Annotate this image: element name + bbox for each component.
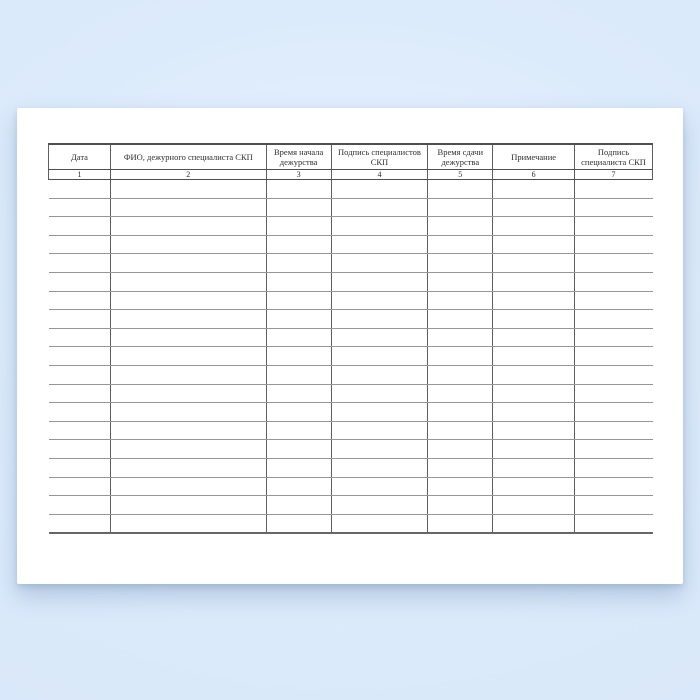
table-cell bbox=[493, 440, 575, 459]
table-row bbox=[49, 254, 653, 273]
table-cell bbox=[331, 384, 428, 403]
table-cell bbox=[49, 328, 111, 347]
table-cell bbox=[49, 365, 111, 384]
table-row bbox=[49, 496, 653, 515]
table-cell bbox=[331, 440, 428, 459]
table-cell bbox=[493, 217, 575, 236]
table-cell bbox=[110, 272, 266, 291]
table-cell bbox=[575, 254, 653, 273]
table-cell bbox=[266, 180, 331, 199]
table-cell bbox=[110, 235, 266, 254]
table-cell bbox=[493, 272, 575, 291]
table-cell bbox=[493, 421, 575, 440]
table-cell bbox=[331, 180, 428, 199]
table-cell bbox=[266, 403, 331, 422]
table-cell bbox=[266, 347, 331, 366]
table-cell bbox=[493, 514, 575, 533]
table-row bbox=[49, 198, 653, 217]
table-cell bbox=[49, 347, 111, 366]
table-cell bbox=[331, 198, 428, 217]
table-cell bbox=[266, 291, 331, 310]
table-cell bbox=[49, 496, 111, 515]
table-cell bbox=[428, 458, 493, 477]
column-number: 7 bbox=[575, 170, 653, 180]
table-cell bbox=[493, 328, 575, 347]
table-cell bbox=[331, 347, 428, 366]
table-cell bbox=[575, 496, 653, 515]
column-number: 4 bbox=[331, 170, 428, 180]
column-number: 3 bbox=[266, 170, 331, 180]
paper-sheet bbox=[17, 108, 683, 584]
table-cell bbox=[428, 365, 493, 384]
table-cell bbox=[428, 217, 493, 236]
column-number: 2 bbox=[110, 170, 266, 180]
table-cell bbox=[110, 365, 266, 384]
table-cell bbox=[428, 403, 493, 422]
table-cell bbox=[110, 514, 266, 533]
table-cell bbox=[266, 328, 331, 347]
table-row bbox=[49, 514, 653, 533]
table-cell bbox=[110, 384, 266, 403]
table-cell bbox=[575, 440, 653, 459]
table-cell bbox=[266, 198, 331, 217]
table-cell bbox=[266, 254, 331, 273]
table-cell bbox=[428, 440, 493, 459]
table-cell bbox=[110, 180, 266, 199]
table-cell bbox=[493, 347, 575, 366]
table-cell bbox=[575, 365, 653, 384]
column-number: 5 bbox=[428, 170, 493, 180]
header-label-row bbox=[49, 144, 653, 170]
table-cell bbox=[266, 477, 331, 496]
table-row bbox=[49, 328, 653, 347]
table-row bbox=[49, 403, 653, 422]
table-cell bbox=[575, 458, 653, 477]
table-cell bbox=[575, 291, 653, 310]
table-cell bbox=[266, 365, 331, 384]
table-row bbox=[49, 384, 653, 403]
table-cell bbox=[493, 235, 575, 254]
table-cell bbox=[428, 347, 493, 366]
table-cell bbox=[331, 365, 428, 384]
table-row bbox=[49, 310, 653, 329]
table-cell bbox=[575, 421, 653, 440]
table-row bbox=[49, 458, 653, 477]
table-cell bbox=[428, 328, 493, 347]
table-cell bbox=[110, 477, 266, 496]
column-header: Подпись специалистов СКП bbox=[331, 144, 428, 170]
table-row bbox=[49, 421, 653, 440]
table-cell bbox=[110, 328, 266, 347]
table-cell bbox=[110, 496, 266, 515]
table-cell bbox=[110, 421, 266, 440]
table-cell bbox=[49, 384, 111, 403]
table-cell bbox=[575, 198, 653, 217]
table-row bbox=[49, 477, 653, 496]
table-cell bbox=[493, 458, 575, 477]
table-cell bbox=[575, 180, 653, 199]
column-number: 1 bbox=[49, 170, 111, 180]
table-cell bbox=[331, 235, 428, 254]
table-row bbox=[49, 291, 653, 310]
table-cell bbox=[575, 310, 653, 329]
table-cell bbox=[266, 440, 331, 459]
table-cell bbox=[493, 384, 575, 403]
table-cell bbox=[49, 310, 111, 329]
table-cell bbox=[428, 384, 493, 403]
column-header: ФИО, дежурного специалиста СКП bbox=[110, 144, 266, 170]
table-row bbox=[49, 347, 653, 366]
table-row bbox=[49, 180, 653, 199]
table-cell bbox=[266, 217, 331, 236]
table-cell bbox=[428, 514, 493, 533]
table-cell bbox=[49, 403, 111, 422]
table-cell bbox=[493, 477, 575, 496]
table-cell bbox=[493, 291, 575, 310]
table-cell bbox=[49, 254, 111, 273]
table-cell bbox=[49, 514, 111, 533]
table-cell bbox=[575, 217, 653, 236]
table-cell bbox=[428, 496, 493, 515]
table-cell bbox=[575, 328, 653, 347]
table-cell bbox=[493, 198, 575, 217]
table-cell bbox=[575, 272, 653, 291]
table-cell bbox=[331, 254, 428, 273]
table-cell bbox=[266, 496, 331, 515]
table-cell bbox=[110, 217, 266, 236]
table-cell bbox=[49, 421, 111, 440]
table-cell bbox=[575, 514, 653, 533]
table-cell bbox=[110, 458, 266, 477]
column-header: Дата bbox=[49, 144, 111, 170]
table-cell bbox=[428, 254, 493, 273]
table-cell bbox=[49, 440, 111, 459]
table-cell bbox=[493, 496, 575, 515]
table-header bbox=[49, 144, 653, 180]
table-cell bbox=[331, 403, 428, 422]
table-cell bbox=[331, 310, 428, 329]
table-cell bbox=[110, 310, 266, 329]
table-cell bbox=[331, 272, 428, 291]
column-header: Примечание bbox=[493, 144, 575, 170]
duty-log-table bbox=[48, 143, 653, 534]
table-cell bbox=[575, 384, 653, 403]
column-header: Подпись специалиста СКП bbox=[575, 144, 653, 170]
table-cell bbox=[331, 328, 428, 347]
table-cell bbox=[493, 310, 575, 329]
table-cell bbox=[49, 180, 111, 199]
column-header: Время сдачи дежурства bbox=[428, 144, 493, 170]
table-cell bbox=[266, 310, 331, 329]
table-cell bbox=[493, 403, 575, 422]
table-cell bbox=[49, 291, 111, 310]
table-cell bbox=[428, 477, 493, 496]
table-cell bbox=[428, 235, 493, 254]
table-cell bbox=[110, 291, 266, 310]
table-cell bbox=[575, 477, 653, 496]
table-cell bbox=[331, 217, 428, 236]
table-cell bbox=[493, 365, 575, 384]
table-cell bbox=[110, 198, 266, 217]
table-cell bbox=[493, 180, 575, 199]
table-cell bbox=[49, 235, 111, 254]
table-cell bbox=[266, 421, 331, 440]
table-cell bbox=[331, 291, 428, 310]
table-cell bbox=[428, 272, 493, 291]
table-cell bbox=[266, 458, 331, 477]
table-cell bbox=[428, 310, 493, 329]
table-cell bbox=[428, 180, 493, 199]
table-row bbox=[49, 440, 653, 459]
table-cell bbox=[49, 458, 111, 477]
table-cell bbox=[110, 254, 266, 273]
table-cell bbox=[428, 421, 493, 440]
table-cell bbox=[266, 272, 331, 291]
header-number-row bbox=[49, 170, 653, 180]
table-cell bbox=[575, 347, 653, 366]
table-cell bbox=[49, 272, 111, 291]
table-cell bbox=[49, 477, 111, 496]
table-row bbox=[49, 272, 653, 291]
table-body bbox=[49, 180, 653, 534]
table-row bbox=[49, 235, 653, 254]
table-cell bbox=[575, 403, 653, 422]
table-cell bbox=[493, 254, 575, 273]
table-cell bbox=[110, 403, 266, 422]
table-cell bbox=[49, 198, 111, 217]
table-cell bbox=[266, 384, 331, 403]
table-cell bbox=[575, 235, 653, 254]
table-cell bbox=[49, 217, 111, 236]
table-row bbox=[49, 365, 653, 384]
table-cell bbox=[331, 477, 428, 496]
table-cell bbox=[428, 291, 493, 310]
table-cell bbox=[266, 235, 331, 254]
table-cell bbox=[331, 496, 428, 515]
table-row bbox=[49, 217, 653, 236]
table-cell bbox=[110, 440, 266, 459]
table-cell bbox=[331, 421, 428, 440]
table-cell bbox=[428, 198, 493, 217]
table-cell bbox=[110, 347, 266, 366]
column-number: 6 bbox=[493, 170, 575, 180]
table-cell bbox=[331, 458, 428, 477]
table-cell bbox=[331, 514, 428, 533]
table-cell bbox=[266, 514, 331, 533]
column-header: Время начала дежурства bbox=[266, 144, 331, 170]
